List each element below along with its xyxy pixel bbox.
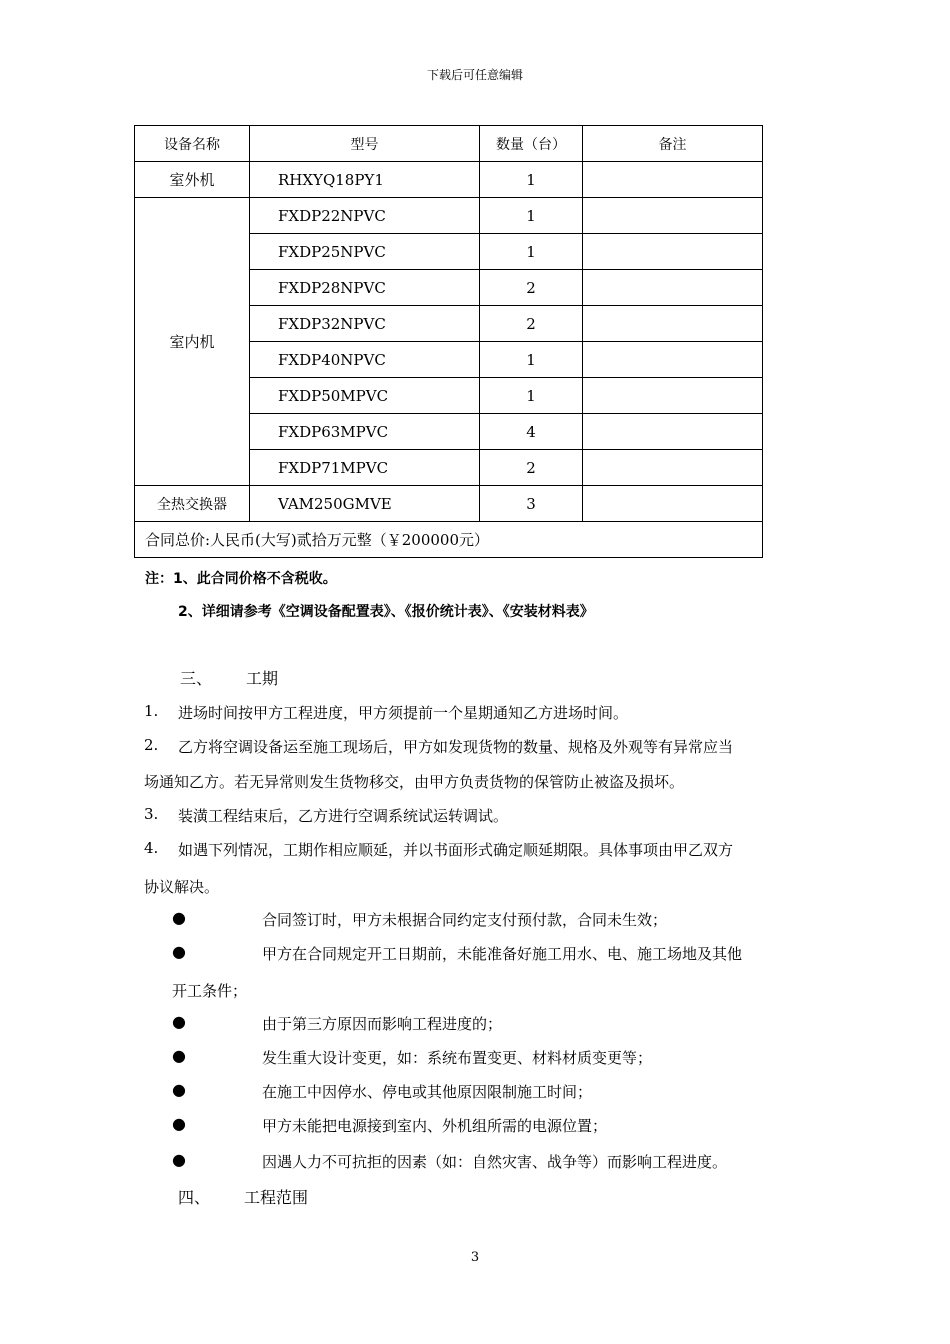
header-cell-remark: 备注 [583,126,763,162]
remark-cell [583,378,763,414]
section-3-number: 三、 [180,669,213,688]
qty-cell: 1 [480,234,583,270]
page-number: 3 [470,1250,480,1265]
qty-cell: 2 [480,270,583,306]
bullet-text: 因遇人力不可抗拒的因素（如：自然灾害、战争等）而影响工程进度。 [262,1153,728,1171]
indoor-name: 室内机 [135,198,250,486]
bullet-icon: ● [172,1046,186,1065]
note-2: 2、详细请参考《空调设备配置表》、《报价统计表》、《安装材料表》 [178,604,594,620]
remark-cell [583,342,763,378]
bullet-icon: ● [172,1080,186,1099]
qty-cell: 1 [480,342,583,378]
table-header-row [135,126,763,162]
model-cell: FXDP22NPVC [250,198,480,234]
item-number: 4. [144,839,159,857]
note-1: 注：1、此合同价格不含税收。 [145,571,337,587]
remark-cell [583,270,763,306]
table-row [135,486,763,522]
remark-cell [583,306,763,342]
model-cell: VAM250GMVE [250,486,480,522]
remark-cell [583,486,763,522]
model-cell: FXDP25NPVC [250,234,480,270]
list-item [144,736,814,754]
table-row [135,162,763,198]
remark-cell [583,198,763,234]
list-item [144,839,814,857]
bullet-icon: ● [172,1114,186,1133]
qty-cell: 1 [480,198,583,234]
outdoor-name: 室外机 [135,162,250,198]
header-cell-model: 型号 [250,126,480,162]
bullet-text: 在施工中因停水、停电或其他原因限制施工时间； [262,1083,593,1101]
equipment-table [134,125,763,558]
remark-cell [583,162,763,198]
table-row [135,198,763,234]
bullet-text: 发生重大设计变更，如：系统布置变更、材料材质变更等； [262,1049,653,1067]
bullet-text: 由于第三方原因而影响工程进度的； [262,1015,503,1033]
model-cell: FXDP28NPVC [250,270,480,306]
table-total-row [135,522,763,558]
item-text-continued: 场通知乙方。若无异常则发生货物移交，由甲方负责货物的保管防止被盗及损坏。 [144,773,685,791]
model-cell: FXDP50MPVC [250,378,480,414]
item-text: 如遇下列情况，工期作相应顺延，并以书面形式确定顺延期限。具体事项由甲乙双方 [178,841,734,859]
item-text: 装潢工程结束后，乙方进行空调系统试运转调试。 [178,807,509,825]
bullet-icon: ● [172,1150,186,1169]
model-cell: FXDP40NPVC [250,342,480,378]
item-number: 2. [144,736,159,754]
qty-cell: 1 [480,378,583,414]
model-cell: FXDP63MPVC [250,414,480,450]
bullet-icon: ● [172,908,186,927]
contract-total: 合同总价:人民币(大写)贰拾万元整（￥200000元） [135,522,763,558]
bullet-text: 甲方在合同规定开工日期前，未能准备好施工用水、电、施工场地及其他 [262,945,743,963]
qty-cell: 2 [480,450,583,486]
list-item [144,702,814,720]
header-cell-qty: 数量（台） [480,126,583,162]
list-item [144,805,814,823]
bullet-icon: ● [172,942,186,961]
qty-cell: 1 [480,162,583,198]
remark-cell [583,414,763,450]
bullet-text: 甲方未能把电源接到室内、外机组所需的电源位置； [262,1117,608,1135]
section-4-title: 工程范围 [244,1188,309,1207]
bullet-icon: ● [172,1012,186,1031]
remark-cell [583,234,763,270]
section-4-number: 四、 [178,1188,211,1207]
page-header: 下载后可任意编辑 [426,68,523,82]
remark-cell [583,450,763,486]
model-cell: FXDP71MPVC [250,450,480,486]
model-cell: FXDP32NPVC [250,306,480,342]
qty-cell: 3 [480,486,583,522]
qty-cell: 2 [480,306,583,342]
item-text: 进场时间按甲方工程进度，甲方须提前一个星期通知乙方进场时间。 [178,704,629,722]
qty-cell: 4 [480,414,583,450]
header-cell-name: 设备名称 [135,126,250,162]
model-cell: RHXYQ18PY1 [250,162,480,198]
item-number: 1. [144,702,159,720]
exchanger-name: 全热交换器 [135,486,250,522]
bullet-text-continued: 开工条件； [172,982,248,1000]
item-text-continued: 协议解决。 [144,878,220,896]
item-text: 乙方将空调设备运至施工现场后，甲方如发现货物的数量、规格及外观等有异常应当 [178,738,734,756]
section-3-title: 工期 [246,669,279,688]
item-number: 3. [144,805,159,823]
bullet-text: 合同签订时，甲方未根据合同约定支付预付款，合同未生效； [262,911,668,929]
